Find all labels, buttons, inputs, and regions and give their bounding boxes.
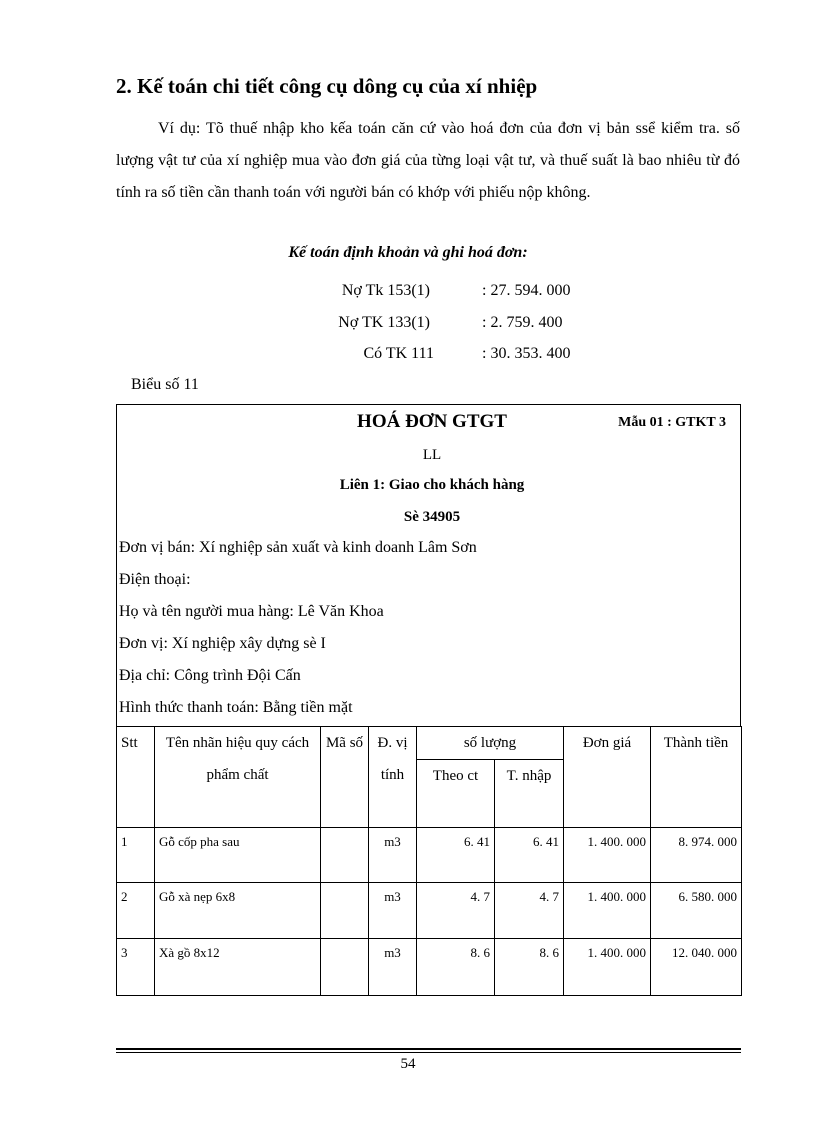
invoice-buyer-unit: Đơn vị: Xí nghiệp xây dựng sè I: [119, 635, 326, 652]
entry-account: Có TK 111: [363, 345, 434, 362]
invoice-seller: Đơn vị bán: Xí nghiệp sản xuất và kinh doanh Lâm Sơn: [119, 539, 477, 556]
cell-unit: m3: [369, 828, 417, 883]
invoice-buyer-name: Họ và tên người mua hàng: Lê Văn Khoa: [119, 603, 384, 620]
entry-amount: : 27. 594. 000: [482, 282, 571, 299]
cell-price: 1. 400. 000: [564, 939, 651, 996]
form-number-label: Biểu số 11: [131, 376, 199, 393]
entry-account: Nợ TK 133(1): [338, 314, 430, 331]
items-table: [116, 726, 742, 996]
entries-title: Kế toán định khoản và ghi hoá đơn:: [288, 244, 528, 261]
header-quantity: số lượng: [417, 727, 564, 760]
invoice-copy: Liên 1: Giao cho khách hàng: [339, 477, 525, 493]
cell-code: [321, 939, 369, 996]
header-stt: Stt: [117, 727, 155, 828]
cell-price: 1. 400. 000: [564, 828, 651, 883]
cell-stt: 3: [117, 939, 155, 996]
table-header-row: [117, 727, 742, 760]
cell-amount: 6. 580. 000: [651, 883, 742, 939]
footer-divider-thin: [116, 1052, 741, 1053]
cell-name: Xà gồ 8x12: [155, 939, 321, 996]
invoice-phone: Điện thoại:: [119, 571, 191, 588]
cell-amount: 12. 040. 000: [651, 939, 742, 996]
cell-amount: 8. 974. 000: [651, 828, 742, 883]
header-qty-doc: Theo ct: [417, 760, 495, 828]
cell-code: [321, 828, 369, 883]
footer-divider: [116, 1048, 741, 1050]
cell-stt: 1: [117, 828, 155, 883]
cell-name: Gỗ xà nẹp 6x8: [155, 883, 321, 939]
invoice-payment: Hình thức thanh toán: Bằng tiền mặt: [119, 699, 353, 716]
cell-unit: m3: [369, 883, 417, 939]
entry-line: [0, 314, 816, 338]
cell-code: [321, 883, 369, 939]
entry-line: [0, 282, 816, 306]
page-number: 54: [400, 1056, 416, 1072]
cell-stt: 2: [117, 883, 155, 939]
cell-qty-actual: 6. 41: [495, 828, 564, 883]
header-name: Tên nhãn hiệu quy cách phẩm chất: [155, 727, 321, 828]
entry-amount: : 2. 759. 400: [482, 314, 563, 331]
header-qty-actual: T. nhập: [495, 760, 564, 828]
table-row: [117, 883, 742, 939]
cell-price: 1. 400. 000: [564, 883, 651, 939]
cell-qty-actual: 8. 6: [495, 939, 564, 996]
cell-unit: m3: [369, 939, 417, 996]
invoice-number: Sè 34905: [403, 509, 461, 525]
invoice-header-box: [116, 404, 741, 727]
entry-line: [0, 345, 816, 369]
intro-paragraph: [116, 113, 740, 209]
cell-qty-doc: 4. 7: [417, 883, 495, 939]
invoice-address: Địa chỉ: Công trình Đội Cấn: [119, 667, 301, 684]
intro-paragraph-text: Ví dụ: Tõ thuế nhập kho kếa toán căn cứ vào hoá đơn của đơn vị bản ssể kiểm tra. số lượng vật tư của xí nghiệp mua vào đơn giá của từng loại vật tư, và thuế suất là bao nhiêu từ đó tính ra số tiền cần thanh toán với người bán có khớp với phiếu nộp không.: [116, 120, 740, 201]
invoice-title: HOÁ ĐƠN GTGT: [357, 411, 507, 432]
cell-name: Gỗ cốp pha sau: [155, 828, 321, 883]
header-amount: Thành tiền: [651, 727, 742, 828]
entry-account: Nợ Tk 153(1): [341, 282, 430, 299]
table-row: [117, 939, 742, 996]
table-row: [117, 828, 742, 883]
header-unit: Đ. vị tính: [369, 727, 417, 828]
header-price: Đơn giá: [564, 727, 651, 828]
section-heading: 2. Kế toán chi tiết công cụ dông cụ của xí nhiệp: [116, 74, 538, 98]
invoice-form-code: Mẫu 01 : GTKT 3: [618, 415, 726, 430]
entry-amount: : 30. 353. 400: [482, 345, 571, 362]
cell-qty-doc: 8. 6: [417, 939, 495, 996]
cell-qty-doc: 6. 41: [417, 828, 495, 883]
cell-qty-actual: 4. 7: [495, 883, 564, 939]
invoice-ll: LL: [422, 447, 442, 463]
header-code: Mã số: [321, 727, 369, 828]
